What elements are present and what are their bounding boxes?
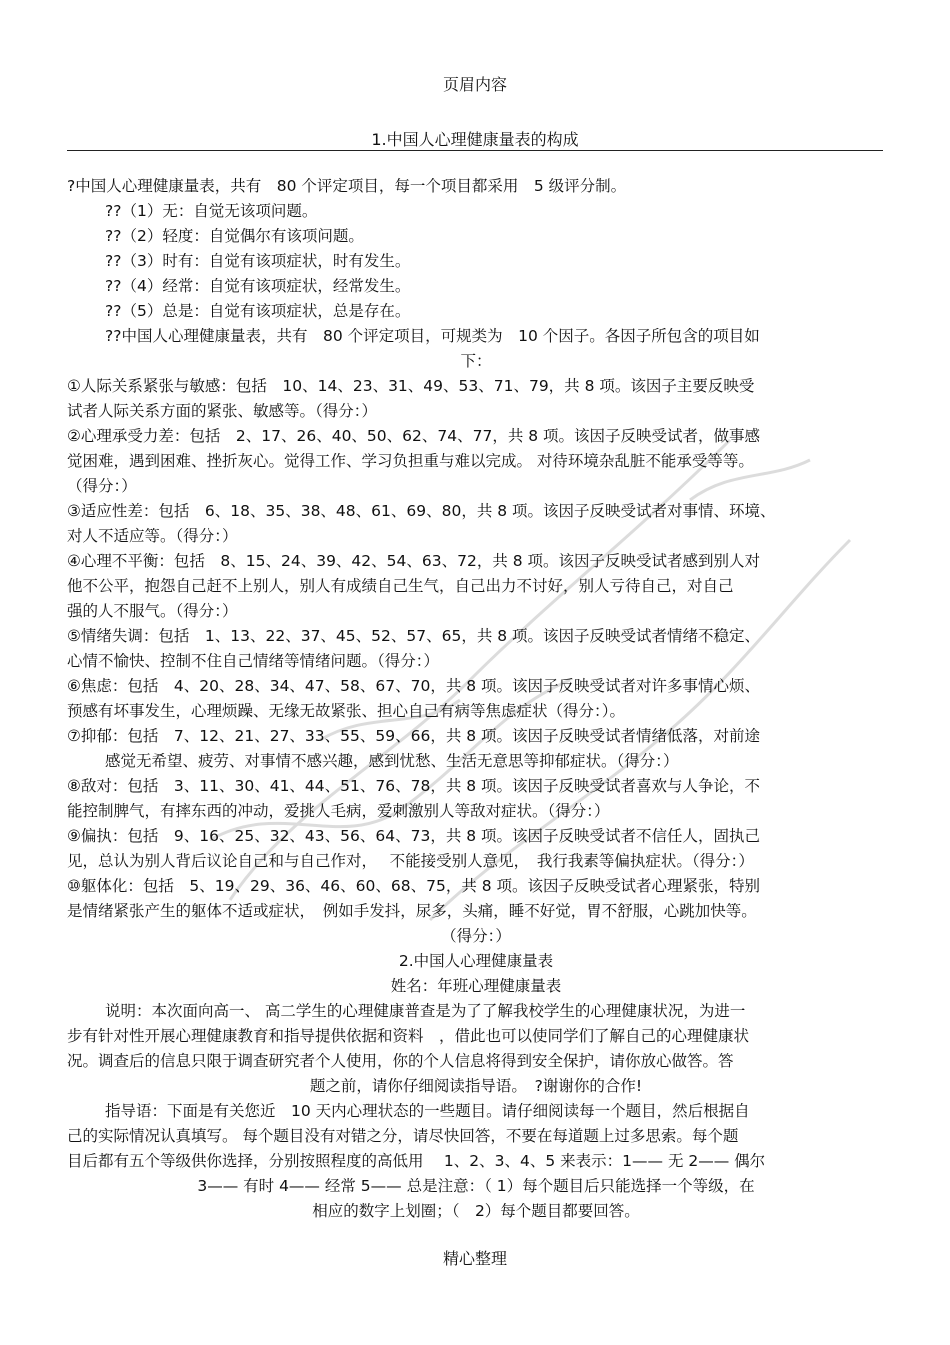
text-line: ⑨偏执：包括 9、16、25、32、43、56、64、73，共 8 项。该因子反映受试者不信任人，固执己 [67, 827, 761, 845]
text-line: 己的实际情况认真填写。 每个题目没有对错之分，请尽快回答，不要在每道题上过多思索。每个题 [67, 1127, 739, 1145]
text-line: ??（3）时有：自觉有该项症状，时有发生。 [105, 252, 411, 270]
text-line: ②心理承受力差：包括 2、17、26、40、50、62、74、77，共 8 项。该因子反映受试者，做事感 [67, 427, 761, 445]
text-line: 目后都有五个等级供你选择，分别按照程度的高低用 1、2、3、4、5 来表示：1—— 无 2—— 偶尔 [67, 1152, 766, 1170]
section2-title: 2.中国人心理健康量表 [398, 952, 554, 970]
header-divider [67, 150, 883, 151]
text-line: ⑤情绪失调：包括 1、13、22、37、45、52、57、65，共 8 项。该因子反映受试者情绪不稳定、 [67, 627, 761, 645]
text-line: （得分：） [441, 927, 511, 945]
text-line: 下： [460, 352, 492, 370]
text-line: 相应的数字上划圈；（ 2）每个题目都要回答。 [312, 1202, 640, 1220]
text-line: ⑦抑郁：包括 7、12、21、27、33、55、59、66，共 8 项。该因子反映受试者情绪低落，对前途 [67, 727, 761, 745]
text-line: ??（5）总是：自觉有该项症状，总是存在。 [105, 302, 411, 320]
text-line: 觉困难，遇到困难、挫折灰心。觉得工作、学习负担重与难以完成。 对待环境杂乱脏不能承受等等。 [67, 452, 754, 470]
text-line: 步有针对性开展心理健康教育和指导提供依据和资料 ，借此也可以使同学们了解自己的心理健康状 [67, 1027, 750, 1045]
page-header: 页眉内容 [442, 75, 507, 94]
text-line: 心情不愉快、控制不住自己情绪等情绪问题。（得分：） [67, 652, 440, 670]
section2-subtitle: 姓名：年班心理健康量表 [390, 977, 562, 995]
text-line: ?中国人心理健康量表，共有 80 个评定项目，每一个项目都采用 5 级评分制。 [67, 177, 627, 195]
text-line: 能控制脾气，有摔东西的冲动，爱挑人毛病，爱刺激别人等敌对症状。（得分：） [67, 802, 610, 820]
text-line: 见，总认为别人背后议论自己和与自己作对， 不能接受别人意见， 我行我素等偏执症状。（得分：） [67, 852, 754, 870]
text-line: ⑥焦虑：包括 4、20、28、34、47、58、67、70，共 8 项。该因子反映受试者对许多事情心烦、 [67, 677, 761, 695]
text-line: ??中国人心理健康量表，共有 80 个评定项目，可规类为 10 个因子。各因子所包含的项目如 [105, 327, 760, 345]
text-line: ??（2）轻度：自觉偶尔有该项问题。 [105, 227, 364, 245]
text-line: 预感有坏事发生，心理烦躁、无缘无故紧张、担心自己有病等焦虑症状（得分：）。 [67, 702, 626, 720]
text-line: 对人不适应等。（得分：） [67, 527, 238, 545]
text-line: （得分：） [67, 477, 137, 495]
text-line: ??（4）经常：自觉有该项症状，经常发生。 [105, 277, 411, 295]
text-line: ⑩躯体化：包括 5、19、29、36、46、60、68、75，共 8 项。该因子反映受试者心理紧张，特别 [67, 877, 761, 895]
text-line: 是情绪紧张产生的躯体不适或症状， 例如手发抖，尿多，头痛，睡不好觉，胃不舒服，心跳加快等。 [67, 902, 757, 920]
text-line: ①人际关系紧张与敏感：包括 10、14、23、31、49、53、71、79，共 8 项。该因子主要反映受 [67, 377, 755, 395]
text-line: 3—— 有时 4—— 经常 5—— 总是注意：（ 1）每个题目后只能选择一个等级，在 [197, 1177, 755, 1195]
text-line: ③适应性差：包括 6、18、35、38、48、61、69、80，共 8 项。该因子反映受试者对事情、环境、 [67, 502, 776, 520]
text-line: 指导语：下面是有关您近 10 天内心理状态的一些题目。请仔细阅读每一个题目，然后根据自 [105, 1102, 750, 1120]
document-body [67, 174, 885, 1224]
page-footer: 精心整理 [442, 1249, 507, 1268]
text-line: ⑧敌对：包括 3、11、30、41、44、51、76、78，共 8 项。该因子反映受试者喜欢与人争论，不 [67, 777, 761, 795]
text-line: 强的人不服气。（得分：） [67, 602, 238, 620]
section-title: 1.中国人心理健康量表的构成 [371, 130, 579, 149]
text-line: 试者人际关系方面的紧张、敏感等。（得分：） [67, 402, 378, 420]
text-line: 他不公平，抱怨自己赶不上别人，别人有成绩自己生气，自己出力不讨好，别人亏待自己，对自己 [67, 577, 734, 595]
text-line: 况。调查后的信息只限于调查研究者个人使用，你的个人信息将得到安全保护，请你放心做答。答 [67, 1052, 734, 1070]
text-line: 说明：本次面向高一、 高二学生的心理健康普查是为了了解我校学生的心理健康状况，为进一 [105, 1002, 746, 1020]
text-line: 题之前，请你仔细阅读指导语。 ?谢谢你的合作! [309, 1077, 643, 1095]
text-line: ④心理不平衡：包括 8、15、24、39、42、54、63、72，共 8 项。该因子反映受试者感到别人对 [67, 552, 761, 570]
text-line: ??（1）无：自觉无该项问题。 [105, 202, 318, 220]
text-line: 感觉无希望、疲劳、对事情不感兴趣，感到忧愁、生活无意思等抑郁症状。（得分：） [105, 752, 679, 770]
